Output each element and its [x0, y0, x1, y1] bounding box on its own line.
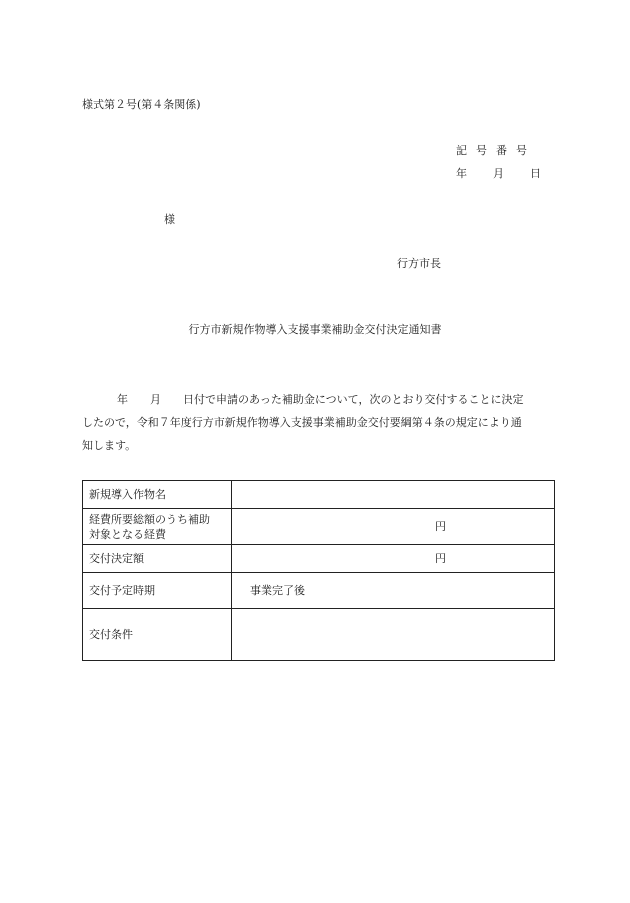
row-value-grant-amount: 円	[232, 545, 555, 573]
row-value-grant-conditions	[232, 609, 555, 661]
row-label-eligible-cost	[83, 509, 232, 545]
body-line-2: したので，令和７年度行方市新規作物導入支援事業補助金交付要綱第４条の規定により通	[82, 416, 522, 429]
date-year: 年	[456, 167, 467, 180]
table-row	[83, 573, 555, 609]
row-label-crop-name: 新規導入作物名	[83, 481, 232, 509]
date-month: 月	[493, 167, 504, 180]
row-label-grant-timing: 交付予定時期	[83, 573, 232, 609]
eligible-cost-label-line-2: 対象となる経費	[89, 527, 166, 541]
form-number: 様式第２号(第４条関係)	[82, 98, 201, 111]
row-value-eligible-cost: 円	[232, 509, 555, 545]
detail-table	[82, 480, 555, 661]
row-value-grant-timing: 事業完了後	[232, 573, 555, 609]
table-row	[83, 481, 555, 509]
issuer: 行方市長	[397, 257, 441, 270]
eligible-cost-label-line-1: 経費所要総額のうち補助	[89, 512, 210, 526]
body-line-3: 知します。	[82, 439, 137, 452]
table-row	[83, 509, 555, 545]
addressee: 様	[164, 213, 175, 226]
row-value-crop-name	[232, 481, 555, 509]
body-line-1: 年 月 日付で申請のあった補助金について，次のとおり交付することに決定	[117, 393, 524, 406]
date-line	[456, 165, 541, 181]
document-title: 行方市新規作物導入支援事業補助金交付決定通知書	[188, 323, 442, 336]
body-text	[82, 388, 554, 457]
row-label-grant-amount: 交付決定額	[83, 545, 232, 573]
table-row	[83, 609, 555, 661]
document-number-label: 記号番号	[456, 144, 536, 157]
date-day: 日	[530, 167, 541, 180]
row-label-grant-conditions: 交付条件	[83, 609, 232, 661]
table-row	[83, 545, 555, 573]
